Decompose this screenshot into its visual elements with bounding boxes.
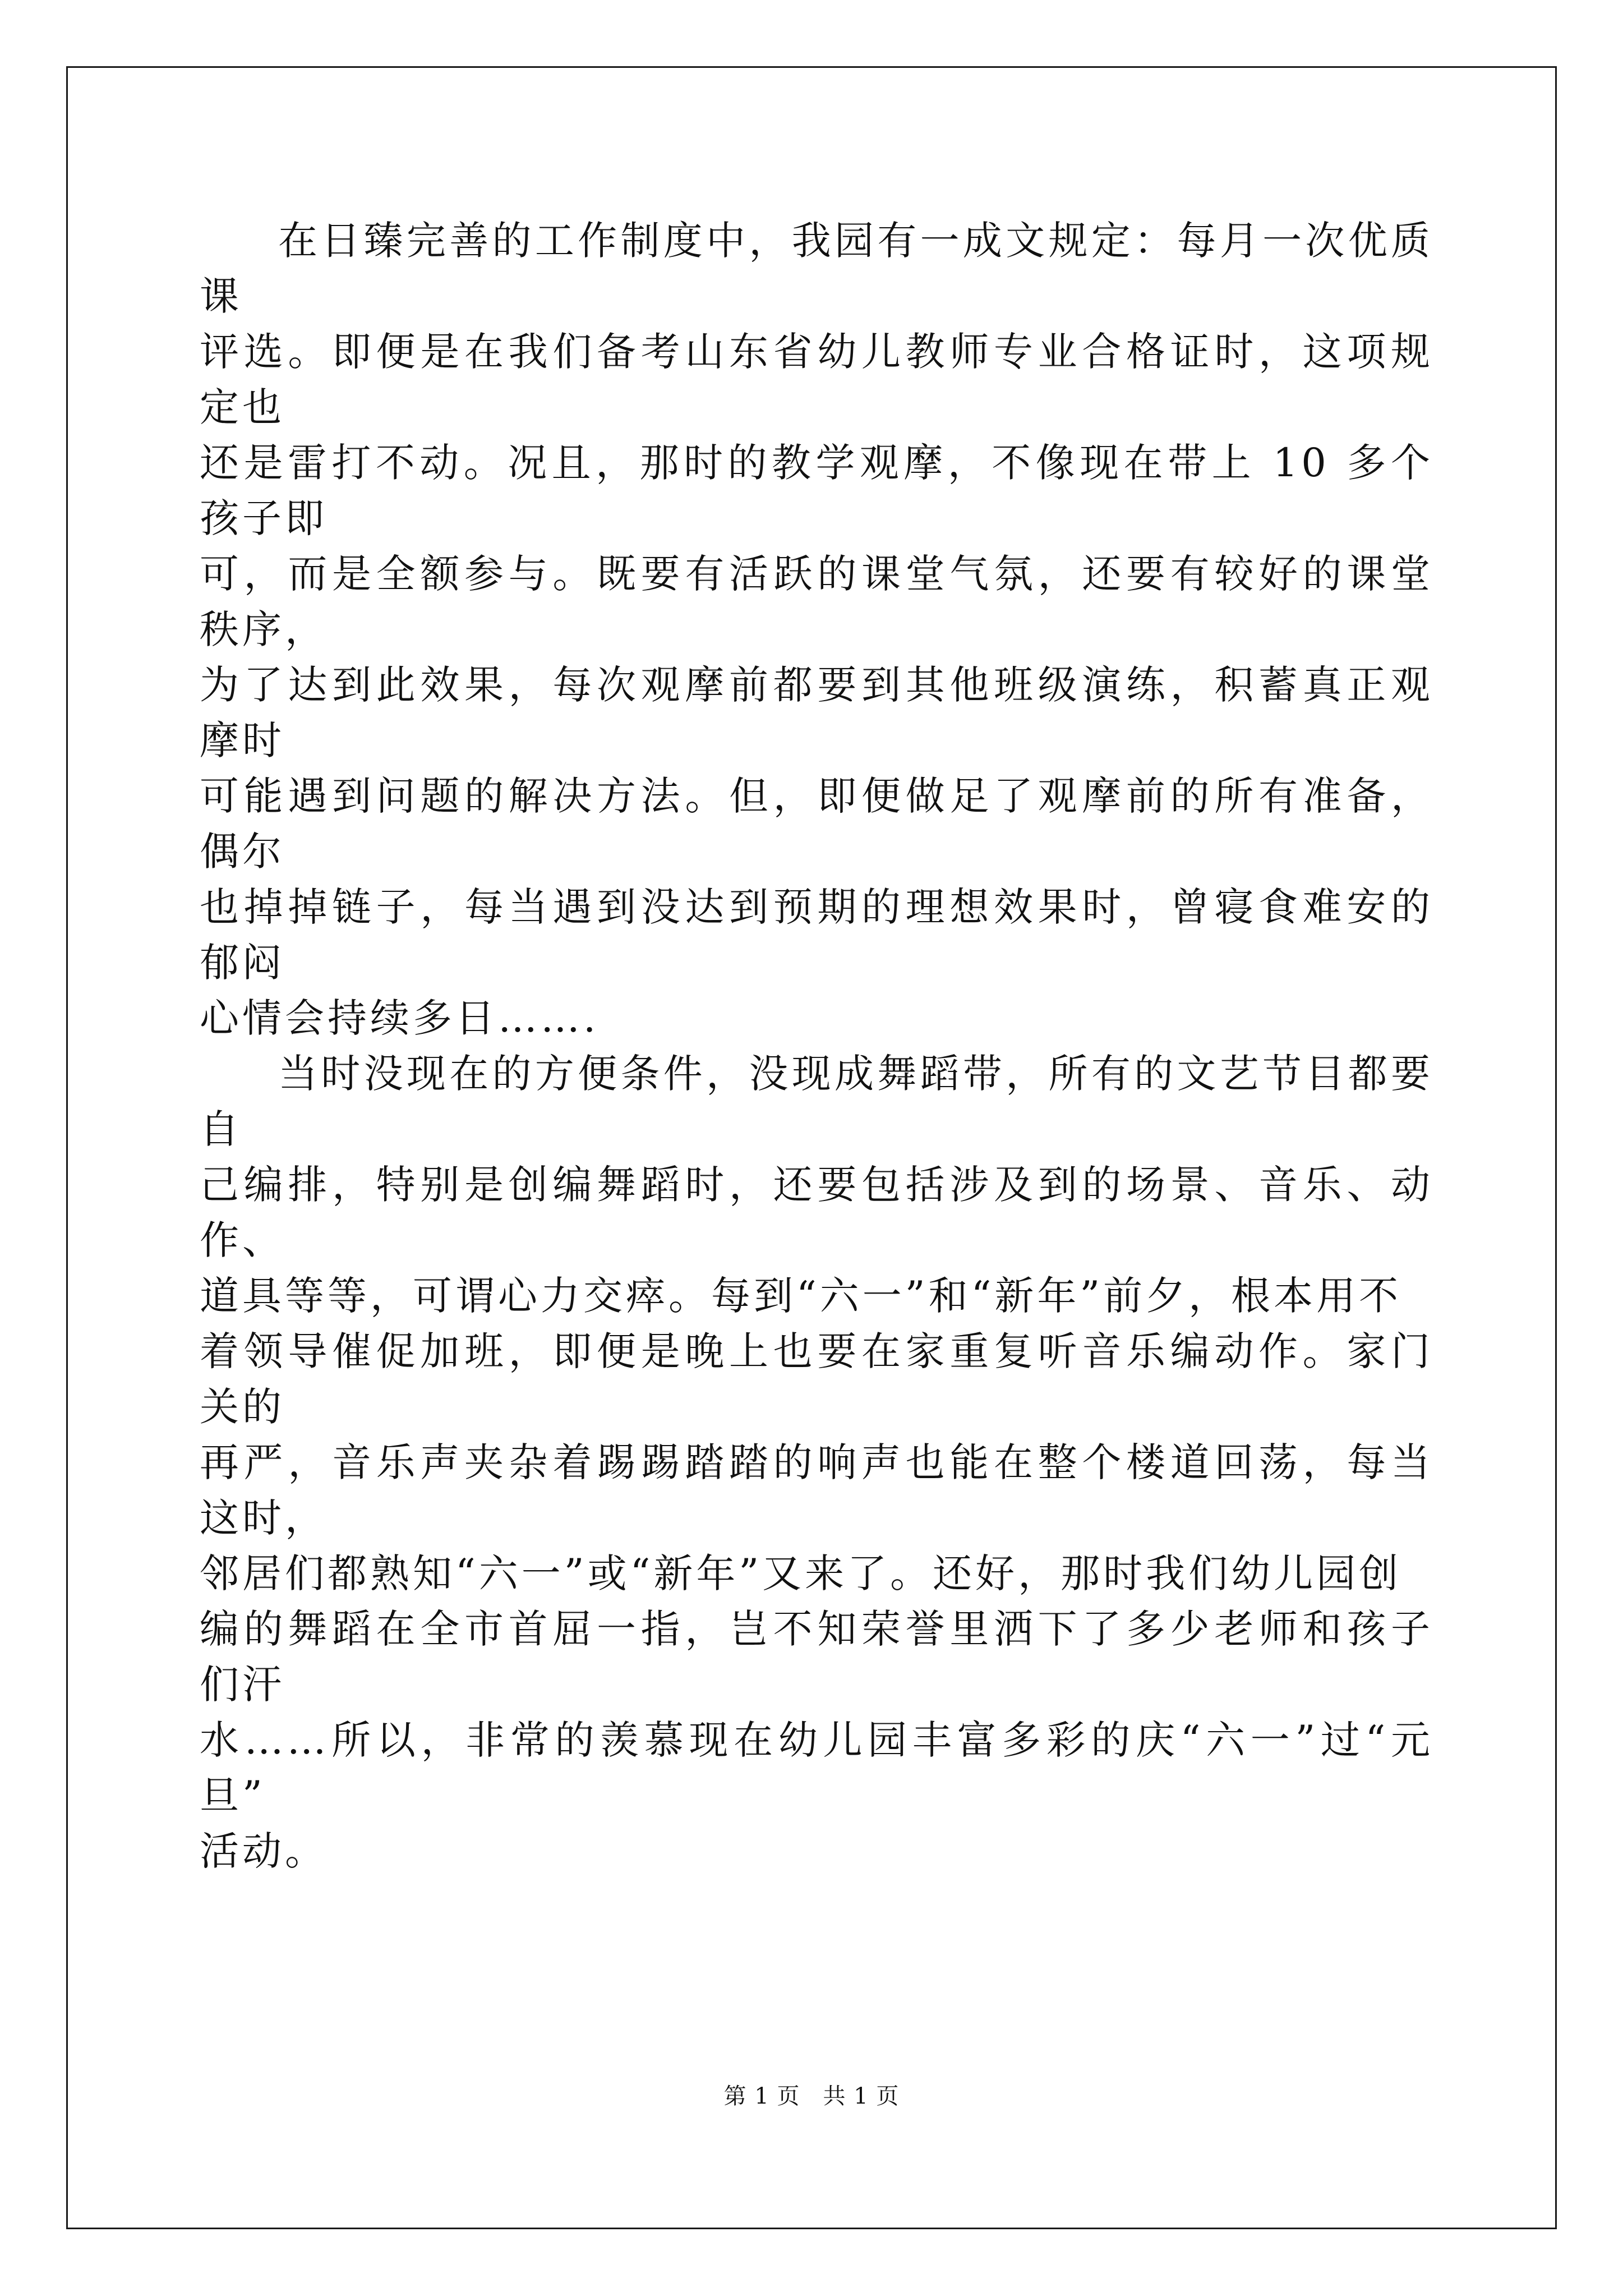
paragraph-dance-choreography: 当时没现在的方便条件，没现成舞蹈带，所有的文艺节目都要自 己编排，特别是创编舞蹈时，还要包括涉及到的场景、音乐、动作、 道具等等，可谓心力交瘁。每到“六一”和“新年”前夕，根本用不 着领导催促加班，即便是晚上也要在家重复听音乐编动作。家门关的 再严，音乐声夹杂着踢踢踏踏的响声也能在整个楼道回荡，每当这时， 邻居们都熟知“六一”或“新年”又来了。还好，那时我们幼儿园创 编的舞蹈在全市首屈一指，岂不知荣誉里洒下了多少老师和孩子们汗 水……所以，非常的羡慕现在幼儿园丰富多彩的庆“六一”过“元旦” 活动。 — [200, 1051, 1433, 1874]
page-number-footer: 第 1 页 共 1 页 — [723, 2083, 900, 2109]
document-body — [200, 213, 1433, 1879]
paragraph-work-system: 在日臻完善的工作制度中，我园有一成文规定：每月一次优质课 评选。即便是在我们备考山东省幼儿教师专业合格证时，这项规定也 还是雷打不动。况且，那时的教学观摩，不像现在带上 10 多个孩子即 可，而是全额参与。既要有活跃的课堂气氛，还要有较好的课堂秩序， 为了达到此效果，每次观摩前都要到其他班级演练，积蓄真正观摩时 可能遇到问题的解决方法。但，即便做足了观摩前的所有准备，偶尔 也掉掉链子，每当遇到没达到预期的理想效果时，曾寝食难安的郁闷 心情会持续多日……. — [200, 218, 1433, 1041]
